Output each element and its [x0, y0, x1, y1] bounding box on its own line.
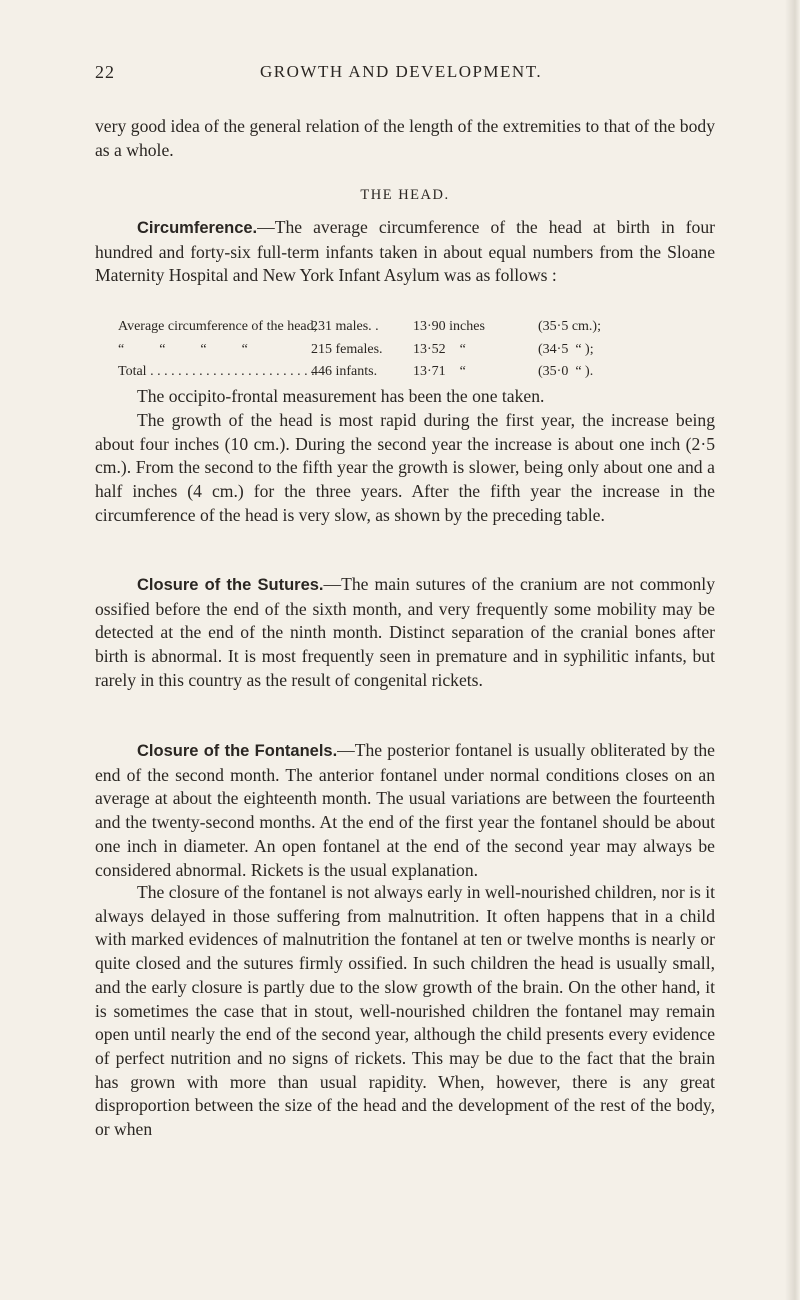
table-cell-count: 231 males. . [311, 319, 379, 334]
growth-paragraph [95, 409, 715, 528]
fontanels-run-in-heading: Closure of the Fontanels. [137, 742, 338, 760]
table-cell-cm: (34·5 “ ); [538, 341, 594, 357]
table-row [118, 361, 698, 384]
circumference-text: —The average circumference of the head at birth in four hundred and forty-six full-term infants taken in about equal numbers from the Sloane Maternity Hospital and New York Infant Asylum was as follows : [95, 217, 715, 286]
sutures-text: —The main sutures of the cranium are not commonly ossified before the end of the sixth month, and very frequently some mobility may be detected at the end of the ninth month. Distinct separation of the cranial bones after birth is abnormal. It is most frequently seen in premature and in syphilitic infants, but rarely in this country as the result of congenital rickets. [95, 574, 715, 690]
table-cell-cm: (35·0 “ ). [538, 364, 594, 379]
fontanels-text: —The posterior fontanel is usually obliterated by the end of the second month. The anterior fontanel under normal conditions closes on an average at about the eighteenth month. The usual variations are between the fourteenth and the twenty-second months. At the end of the first year the fontanel should be about one inch in diameter. An open fontanel at the end of the second year may always be considered abnormal. Rickets is the usual explanation. [95, 740, 715, 880]
circumference-run-in-heading: Circumference. [137, 219, 258, 237]
occipito-frontal-paragraph [95, 385, 715, 409]
table-cell-count: 215 females. [311, 341, 383, 357]
page-number: 22 [95, 62, 115, 82]
occipito-frontal-text: The occipito-frontal measurement has been the one taken. [137, 386, 545, 406]
table-cell-inches: 13·90 inches [413, 319, 485, 334]
running-head [95, 62, 715, 84]
table-cell-label: Average circumference of the head, [118, 319, 318, 334]
circumference-table [118, 316, 698, 384]
growth-text: The growth of the head is most rapid during the first year, the increase being about four inches (10 cm.). During the second year the increase is about one inch (2·5 cm.). From the second to the fifth year the growth is slower, being only about one and a half inches (4 cm.) for the three years. After the fifth year the increase in the circumference of the head is very slow, as shown by the preceding table. [95, 410, 715, 525]
table-cell-inches: 13·52 “ [413, 341, 466, 357]
intro-paragraph: very good idea of the general relation of the length of the extremities to that of the body as a whole. [95, 116, 715, 160]
sutures-run-in-heading: Closure of the Sutures. [137, 576, 324, 594]
table-row [118, 339, 698, 362]
circumference-paragraph [95, 216, 715, 288]
sutures-paragraph [95, 573, 715, 693]
table-row [118, 316, 698, 339]
running-title: GROWTH AND DEVELOPMENT. [260, 62, 543, 81]
section-heading: THE HEAD. [360, 187, 450, 203]
closure-paragraph [95, 881, 715, 1142]
table-cell-label: Total . . . . . . . . . . . . . . . . . . . . . . . . [118, 364, 315, 379]
table-cell-label: “ “ “ “ [118, 341, 248, 357]
fontanels-paragraph [95, 739, 715, 882]
table-cell-inches: 13·71 “ [413, 364, 466, 379]
table-cell-count: 446 infants. [311, 364, 378, 379]
closure-text: The closure of the fontanel is not always early in well-nourished children, nor is it always delayed in those suffering from malnutrition. It often happens that in a child with marked evidences of malnutrition the fontanel at ten or twelve months is nearly or quite closed and the sutures firmly ossified. In such children the head is usually small, and the early closure is partly due to the slow growth of the brain. On the other hand, it is sometimes the case that in stout, well-nourished children the fontanel may remain open until nearly the end of the second year, although the child presents every evidence of perfect nutrition and no signs of rickets. This may be due to the fact that the brain has grown with more than usual rapidity. When, however, there is any great disproportion between the size of the head and the development of the rest of the body, or when [95, 882, 715, 1140]
table-cell-cm: (35·5 cm.); [538, 319, 601, 334]
